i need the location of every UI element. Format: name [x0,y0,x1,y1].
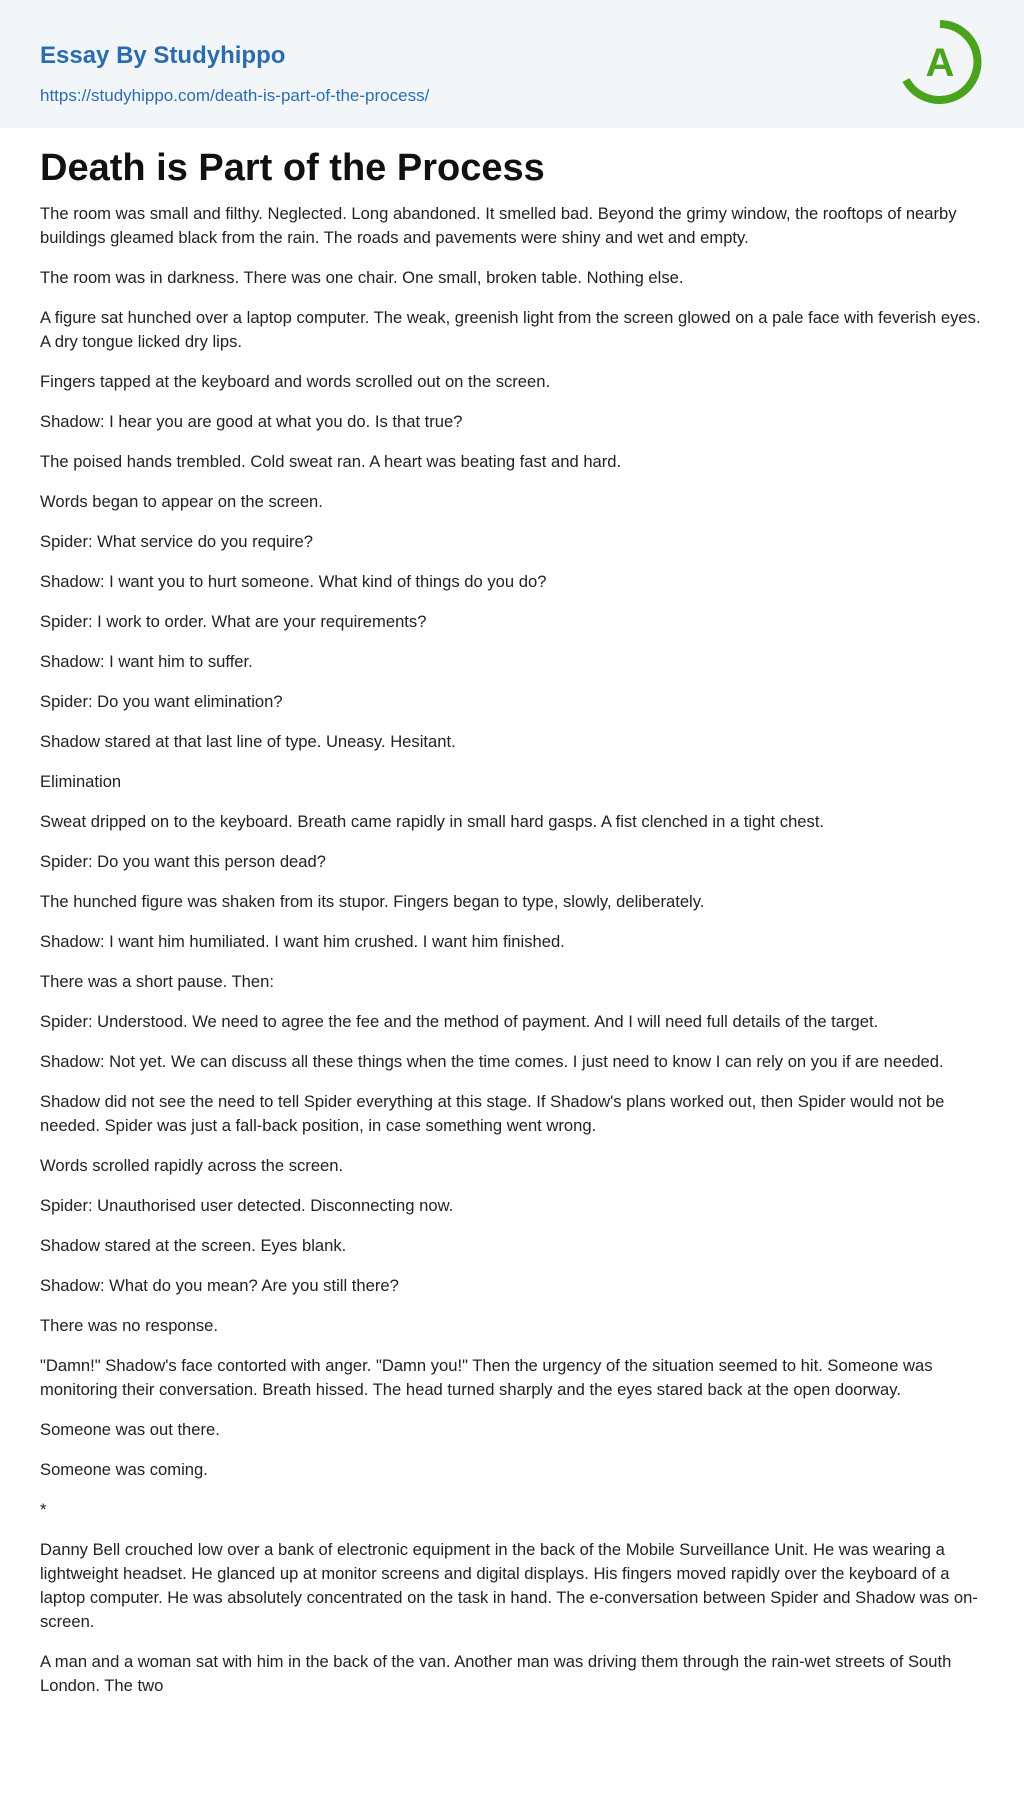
essay-url-link[interactable]: https://studyhippo.com/death-is-part-of-the-process/ [40,86,430,105]
article-body [40,202,984,1698]
article-paragraph: Spider: Do you want elimination? [40,692,283,711]
article-paragraph: * [40,1500,47,1519]
article-paragraph: Fingers tapped at the keyboard and words scrolled out on the screen. [40,372,551,391]
article-paragraph: Shadow: I want him to suffer. [40,652,253,671]
article-paragraph: The room was in darkness. There was one chair. One small, broken table. Nothing else. [40,268,684,287]
article-paragraph: Shadow: Not yet. We can discuss all these things when the time comes. I just need to know I can rely on you if are needed. [40,1052,944,1071]
brand-title: Essay By Studyhippo [40,42,286,69]
article-paragraph: Shadow: I want him humiliated. I want him crushed. I want him finished. [40,932,565,951]
article-paragraph: Words began to appear on the screen. [40,492,323,511]
article-paragraph: Spider: Unauthorised user detected. Disconnecting now. [40,1196,454,1215]
article-paragraph: Someone was coming. [40,1460,208,1479]
site-header [0,0,1024,128]
article-paragraph: Shadow: I hear you are good at what you do. Is that true? [40,412,463,431]
article-paragraph: "Damn!" Shadow's face contorted with anger. "Damn you!" Then the urgency of the situation seemed to hit. Someone was monitoring their conversation. Breath hissed. The head turned sharply and the eyes stared back at the open doorway. [40,1356,933,1399]
article-paragraph: The room was small and filthy. Neglected. Long abandoned. It smelled bad. Beyond the grimy window, the rooftops of nearby buildings gleamed black from the rain. The roads and pavements were shiny and wet and empty. [40,204,957,247]
article-paragraph: There was no response. [40,1316,219,1335]
article-title: Death is Part of the Process [40,147,545,189]
article-paragraph: Words scrolled rapidly across the screen. [40,1156,344,1175]
article-paragraph: Shadow did not see the need to tell Spider everything at this stage. If Shadow's plans worked out, then Spider would not be needed. Spider was just a fall-back position, in case something went wrong. [40,1092,945,1135]
article-paragraph: Shadow stared at the screen. Eyes blank. [40,1236,347,1255]
article-paragraph: Someone was out there. [40,1420,220,1439]
article-paragraph: Elimination [40,772,122,791]
article-paragraph: The hunched figure was shaken from its stupor. Fingers began to type, slowly, deliberately. [40,892,705,911]
article-paragraph: Shadow: I want you to hurt someone. What kind of things do you do? [40,572,547,591]
article-paragraph: There was a short pause. Then: [40,972,274,991]
studyhippo-logo-icon[interactable] [896,18,984,106]
article-paragraph: Shadow: What do you mean? Are you still there? [40,1276,399,1295]
article-paragraph: Sweat dripped on to the keyboard. Breath came rapidly in small hard gasps. A fist clenched in a tight chest. [40,812,825,831]
article-paragraph: A figure sat hunched over a laptop computer. The weak, greenish light from the screen glowed on a pale face with feverish eyes. A dry tongue licked dry lips. [40,308,981,351]
article-paragraph: Shadow stared at that last line of type. Uneasy. Hesitant. [40,732,456,751]
article-paragraph: A man and a woman sat with him in the back of the van. Another man was driving them through the rain-wet streets of South London. The two [40,1652,952,1695]
article-paragraph: Spider: Do you want this person dead? [40,852,326,871]
logo-letter: A [925,41,955,85]
article [0,128,1024,1698]
article-paragraph: Spider: What service do you require? [40,532,314,551]
article-paragraph: Spider: I work to order. What are your requirements? [40,612,427,631]
article-paragraph: Danny Bell crouched low over a bank of electronic equipment in the back of the Mobile Surveillance Unit. He was wearing a lightweight headset. He glanced up at monitor screens and digital displays. His fingers moved rapidly over the keyboard of a laptop computer. He was absolutely concentrated on the task in hand. The e-conversation between Spider and Shadow was on-screen. [40,1540,978,1631]
article-paragraph: Spider: Understood. We need to agree the fee and the method of payment. And I will need full details of the target. [40,1012,879,1031]
article-paragraph: The poised hands trembled. Cold sweat ran. A heart was beating fast and hard. [40,452,622,471]
